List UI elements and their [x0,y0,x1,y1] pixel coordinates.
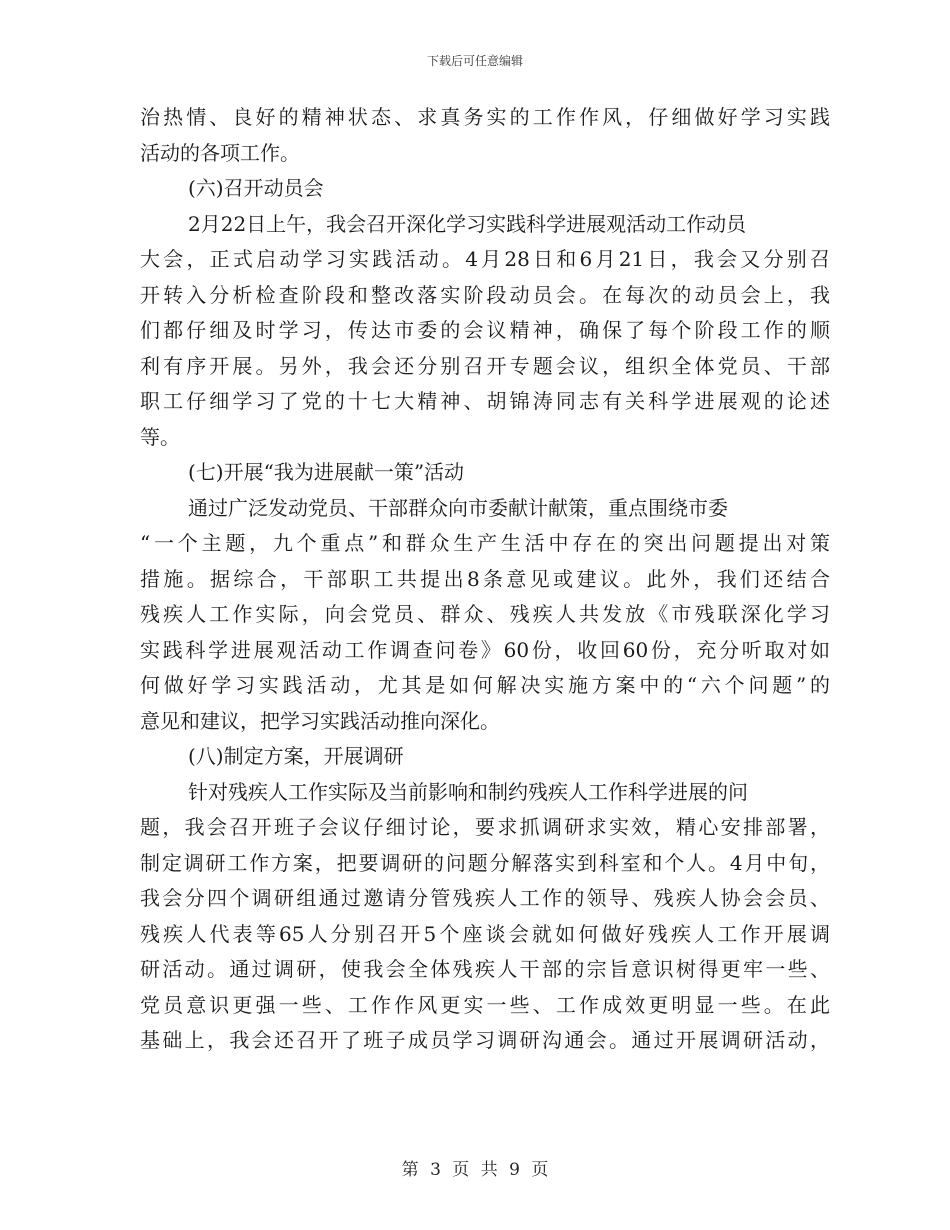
page-number-footer: 第 3 页 共 9 页 [401,1160,549,1180]
text-line: 们都仔细及时学习，传达市委的会议精神，确保了每个阶段工作的顺 [140,318,830,342]
text-line: “一个主题，九个重点”和群众生产生活中存在的突出问题提出对策 [140,531,830,555]
text-line: 意见和建议，把学习实践活动推向深化。 [140,708,500,733]
section-heading: (七)开展“我为进展献一策”活动 [188,460,465,484]
text-line: 等。 [140,424,180,449]
text-line: 题，我会召开班子会议仔细讨论，要求抓调研求实效，精心安排部署， [140,815,830,839]
text-line: 残疾人工作实际，向会党员、群众、残疾人共发放《市残联深化学习 [140,602,830,626]
text-line: 措施。据综合，干部职工共提出8条意见或建议。此外，我们还结合 [140,566,830,591]
section-heading: (八)制定方案，开展调研 [188,744,404,768]
text-line: 针对残疾人工作实际及当前影响和制约残疾人工作科学进展的问 [188,779,748,804]
text-line: 职工仔细学习了党的十七大精神、胡锦涛同志有关科学进展观的论述 [140,389,830,413]
text-line: 大会，正式启动学习实践活动。4月28日和6月21日，我会又分别召 [140,247,830,271]
text-line: 开转入分析检查阶段和整改落实阶段动员会。在每次的动员会上，我 [140,282,830,307]
text-line: 治热情、良好的精神状态、求真务实的工作作风，仔细做好学习实践 [140,105,830,129]
section-heading: (六)召开动员会 [188,176,324,200]
text-line: 基础上，我会还召开了班子成员学习调研沟通会。通过开展调研活动， [140,1028,830,1052]
text-line: 通过广泛发动党员、干部群众向市委献计献策，重点围绕市委 [188,495,728,520]
text-line: 2月22日上午，我会召开深化学习实践科学进展观活动工作动员 [188,211,747,236]
text-line: 党员意识更强一些、工作作风更实一些、工作成效更明显一些。在此 [140,992,830,1017]
text-line: 残疾人代表等65人分别召开5个座谈会就如何做好残疾人工作开展调 [140,921,830,946]
text-line: 实践科学进展观活动工作调查问卷》60份，收回60份，充分听取对如 [140,637,830,662]
document-body [140,100,830,1059]
text-line: 利有序开展。另外，我会还分别召开专题会议，组织全体党员、干部 [140,353,830,378]
text-line: 活动的各项工作。 [140,140,300,165]
text-line: 制定调研工作方案，把要调研的问题分解落实到科室和个人。4月中旬， [140,850,830,875]
text-line: 何做好学习实践活动，尤其是如何解决实施方案中的“六个问题”的 [140,673,830,697]
text-line: 研活动。通过调研，使我会全体残疾人干部的宗旨意识树得更牢一些、 [140,957,830,981]
text-line: 我会分四个调研组通过邀请分管残疾人工作的领导、残疾人协会会员、 [140,886,830,910]
page-header: 下载后可任意编辑 [426,54,523,68]
